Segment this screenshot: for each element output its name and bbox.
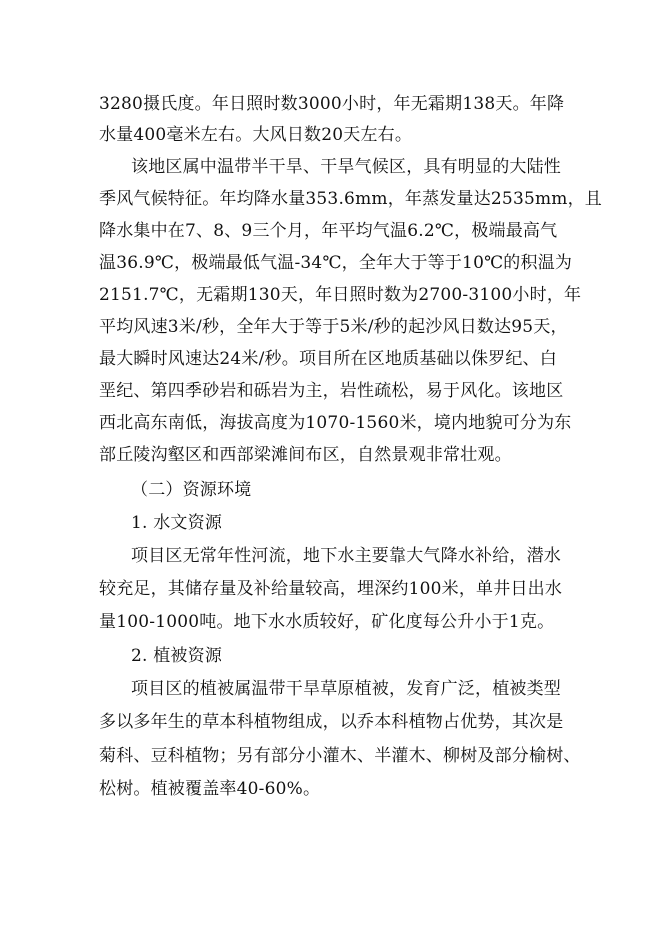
paragraph-first-line: 该地区属中温带半干旱、干旱气候区，具有明显的大陆性 bbox=[131, 157, 561, 177]
text-line: 3280摄氏度。年日照时数3000小时，年无霜期138天。年降 bbox=[99, 94, 565, 114]
text-line: 水量400毫米左右。大风日数20天左右。 bbox=[99, 125, 413, 145]
text-line: 部丘陵沟壑区和西部梁滩间布区，自然景观非常壮观。 bbox=[99, 445, 512, 465]
text-line: 松树。植被覆盖率40-60%。 bbox=[99, 779, 321, 799]
subsection-heading: 1. 水文资源 bbox=[131, 513, 223, 533]
section-heading: （二）资源环境 bbox=[131, 480, 252, 500]
text-line: 2151.7℃，无霜期130天，年日照时数为2700-3100小时，年 bbox=[99, 285, 582, 305]
text-line: 平均风速3米/秒，全年大于等于5米/秒的起沙风日数达95天， bbox=[99, 317, 568, 337]
text-line: 温36.9℃，极端最低气温-34℃，全年大于等于10℃的积温为 bbox=[99, 253, 573, 273]
text-line: 降水集中在7、8、9三个月，年平均气温6.2℃，极端最高气 bbox=[99, 221, 558, 241]
text-line: 量100-1000吨。地下水水质较好，矿化度每公升小于1克。 bbox=[99, 612, 555, 632]
text-line: 较充足，其储存量及补给量较高，埋深约100米，单井日出水 bbox=[99, 579, 563, 599]
text-line: 最大瞬时风速达24米/秒。项目所在区地质基础以侏罗纪、白 bbox=[99, 349, 557, 369]
text-line: 垩纪、第四季砂岩和砾岩为主，岩性疏松，易于风化。该地区 bbox=[99, 381, 564, 401]
text-line: 季风气候特征。年均降水量353.6mm，年蒸发量达2535mm，且 bbox=[99, 189, 603, 209]
paragraph-first-line: 项目区的植被属温带干旱草原植被，发育广泛，植被类型 bbox=[131, 679, 561, 699]
paragraph-first-line: 项目区无常年性河流，地下水主要靠大气降水补给，潜水 bbox=[131, 546, 561, 566]
subsection-heading: 2. 植被资源 bbox=[131, 646, 223, 666]
text-line: 多以多年生的草本科植物组成，以乔本科植物占优势，其次是 bbox=[99, 712, 564, 732]
text-line: 西北高东南低，海拔高度为1070-1560米，境内地貌可分为东 bbox=[99, 413, 572, 433]
text-line: 菊科、豆科植物；另有部分小灌木、半灌木、柳树及部分榆树、 bbox=[99, 746, 581, 766]
